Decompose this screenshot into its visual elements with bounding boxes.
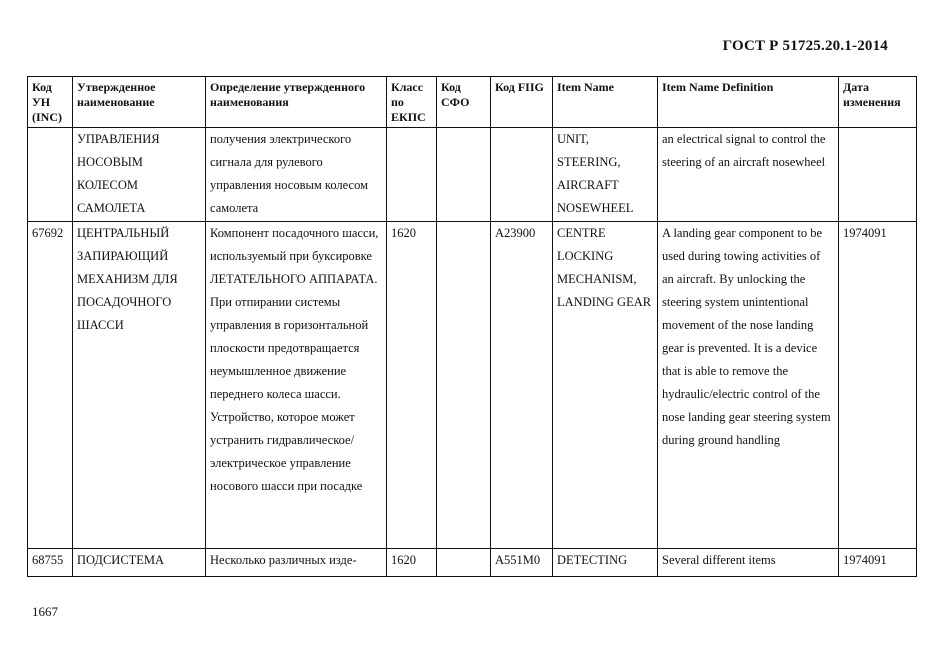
- column-header-item-name: Item Name: [553, 77, 658, 128]
- cell-item-name: DETECTING: [553, 549, 658, 577]
- cell-sfo: [437, 222, 491, 549]
- cell-fiig: A23900: [491, 222, 553, 549]
- cell-fiig: A551M0: [491, 549, 553, 577]
- cell-class: [387, 128, 437, 222]
- cell-item-name-definition: A landing gear component to be used during towing activities of an aircraft. By unlocking the steering system unintentional movement of the nose landing gear is prevented. It is a device that is able to remove the hydraulic/electric control of the nose landing gear steering system during ground handling: [658, 222, 839, 549]
- classifier-table: [27, 76, 917, 577]
- cell-sfo: [437, 128, 491, 222]
- cell-class: 1620: [387, 549, 437, 577]
- cell-definition: получения электрического сигнала для рулевого управления носовым колесом самолета: [206, 128, 387, 222]
- cell-inc: [28, 128, 73, 222]
- cell-approved-name: УПРАВЛЕНИЯ НОСОВЫМ КОЛЕСОМ САМОЛЕТА: [73, 128, 206, 222]
- cell-item-name: UNIT, STEERING, AIRCRAFT NOSEWHEEL: [553, 128, 658, 222]
- cell-definition: Несколько различных изде-: [206, 549, 387, 577]
- table-row: [28, 549, 917, 577]
- cell-change-date: 1974091: [839, 549, 917, 577]
- column-header-item-name-definition: Item Name Definition: [658, 77, 839, 128]
- cell-definition: Компонент посадочного шасси, используемый при буксировке ЛЕТАТЕЛЬНОГО АППАРАТА. При отпирании системы управления в горизонтальной плоскости предотвращается неумышленное движение переднего колеса шасси. Устройство, которое может устранить гидравлическое/электрическое управление носового шасси при посадке: [206, 222, 387, 549]
- table-row: [28, 128, 917, 222]
- column-header-fiig: Код FIIG: [491, 77, 553, 128]
- page-number: 1667: [32, 604, 58, 619]
- cell-fiig: [491, 128, 553, 222]
- cell-inc: 68755: [28, 549, 73, 577]
- column-header-change-date: Дата изменения: [839, 77, 917, 128]
- column-header-sfo: Код СФО: [437, 77, 491, 128]
- column-header-definition: Определение утвержденного наименования: [206, 77, 387, 128]
- cell-change-date: 1974091: [839, 222, 917, 549]
- column-header-approved-name: Утвержденное наименование: [73, 77, 206, 128]
- cell-approved-name: ЦЕНТРАЛЬНЫЙ ЗАПИРАЮЩИЙ МЕХАНИЗМ ДЛЯ ПОСАДОЧНОГО ШАССИ: [73, 222, 206, 549]
- cell-change-date: [839, 128, 917, 222]
- column-header-class: Класс по ЕКПС: [387, 77, 437, 128]
- table-header-row: [28, 77, 917, 128]
- cell-item-name: CENTRE LOCKING MECHANISM, LANDING GEAR: [553, 222, 658, 549]
- cell-class: 1620: [387, 222, 437, 549]
- cell-sfo: [437, 549, 491, 577]
- cell-item-name-definition: an electrical signal to control the steering of an aircraft nosewheel: [658, 128, 839, 222]
- cell-item-name-definition: Several different items: [658, 549, 839, 577]
- cell-inc: 67692: [28, 222, 73, 549]
- cell-approved-name: ПОДСИСТЕМА: [73, 549, 206, 577]
- table-row: [28, 222, 917, 549]
- standard-number: ГОСТ Р 51725.20.1-2014: [722, 38, 888, 54]
- column-header-inc: Код УН (INC): [28, 77, 73, 128]
